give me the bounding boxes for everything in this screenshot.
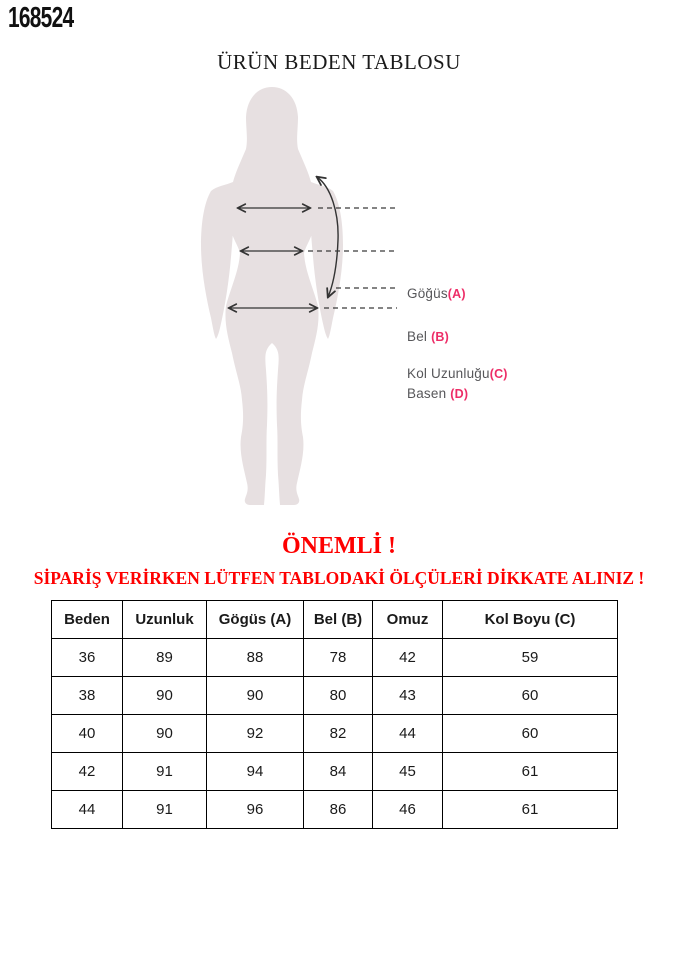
cell-omuz: 44 <box>373 715 443 753</box>
cell-omuz: 45 <box>373 753 443 791</box>
cell-gogus: 92 <box>207 715 304 753</box>
cell-bel: 82 <box>304 715 373 753</box>
cell-bel: 80 <box>304 677 373 715</box>
cell-bel: 78 <box>304 639 373 677</box>
arm-length-label-letter: (C) <box>489 367 508 381</box>
table-row <box>52 715 618 753</box>
cell-uzunluk: 90 <box>123 677 207 715</box>
important-heading: ÖNEMLİ ! <box>282 533 396 559</box>
waist-label-text: Bel <box>407 329 432 344</box>
hip-label-text: Basen <box>407 386 451 401</box>
cell-beden: 36 <box>52 639 123 677</box>
cell-gogus: 96 <box>207 791 304 829</box>
cell-bel: 84 <box>304 753 373 791</box>
waist-label-letter: (B) <box>431 330 450 344</box>
body-silhouette-graphic <box>0 85 678 515</box>
cell-beden: 38 <box>52 677 123 715</box>
cell-kol-boyu: 60 <box>443 715 618 753</box>
body-measurement-diagram <box>0 85 678 515</box>
hip-label-letter: (D) <box>450 387 469 401</box>
cell-omuz: 46 <box>373 791 443 829</box>
hip-label <box>407 386 468 401</box>
cell-omuz: 43 <box>373 677 443 715</box>
col-header-beden: Beden <box>52 601 123 639</box>
chest-label <box>407 286 466 301</box>
cell-uzunluk: 91 <box>123 791 207 829</box>
size-table <box>51 600 618 829</box>
arm-length-label-text: Kol Uzunluğu <box>407 366 490 381</box>
col-header-bel: Bel (B) <box>304 601 373 639</box>
col-header-kol-boyu: Kol Boyu (C) <box>443 601 618 639</box>
cell-kol-boyu: 59 <box>443 639 618 677</box>
cell-uzunluk: 91 <box>123 753 207 791</box>
cell-gogus: 90 <box>207 677 304 715</box>
page-title: ÜRÜN BEDEN TABLOSU <box>217 50 461 74</box>
cell-kol-boyu: 60 <box>443 677 618 715</box>
female-silhouette-shape <box>201 87 343 505</box>
cell-uzunluk: 89 <box>123 639 207 677</box>
cell-kol-boyu: 61 <box>443 753 618 791</box>
cell-beden: 40 <box>52 715 123 753</box>
cell-uzunluk: 90 <box>123 715 207 753</box>
cell-kol-boyu: 61 <box>443 791 618 829</box>
arm-length-label <box>407 366 508 381</box>
cell-beden: 44 <box>52 791 123 829</box>
cell-beden: 42 <box>52 753 123 791</box>
waist-label <box>407 329 449 344</box>
chest-label-letter: (A) <box>447 287 466 301</box>
cell-gogus: 94 <box>207 753 304 791</box>
chest-label-text: Göğüs <box>407 286 448 301</box>
table-row <box>52 753 618 791</box>
cell-gogus: 88 <box>207 639 304 677</box>
cell-omuz: 42 <box>373 639 443 677</box>
cell-bel: 86 <box>304 791 373 829</box>
table-row <box>52 677 618 715</box>
col-header-gogus: Gögüs (A) <box>207 601 304 639</box>
col-header-omuz: Omuz <box>373 601 443 639</box>
col-header-uzunluk: Uzunluk <box>123 601 207 639</box>
product-code: 168524 <box>8 2 74 34</box>
table-row <box>52 639 618 677</box>
table-row <box>52 791 618 829</box>
important-subheading: SİPARİŞ VERİRKEN LÜTFEN TABLODAKİ ÖLÇÜLERİ DİKKATE ALINIZ ! <box>33 568 645 588</box>
size-table-header-row <box>52 601 618 639</box>
